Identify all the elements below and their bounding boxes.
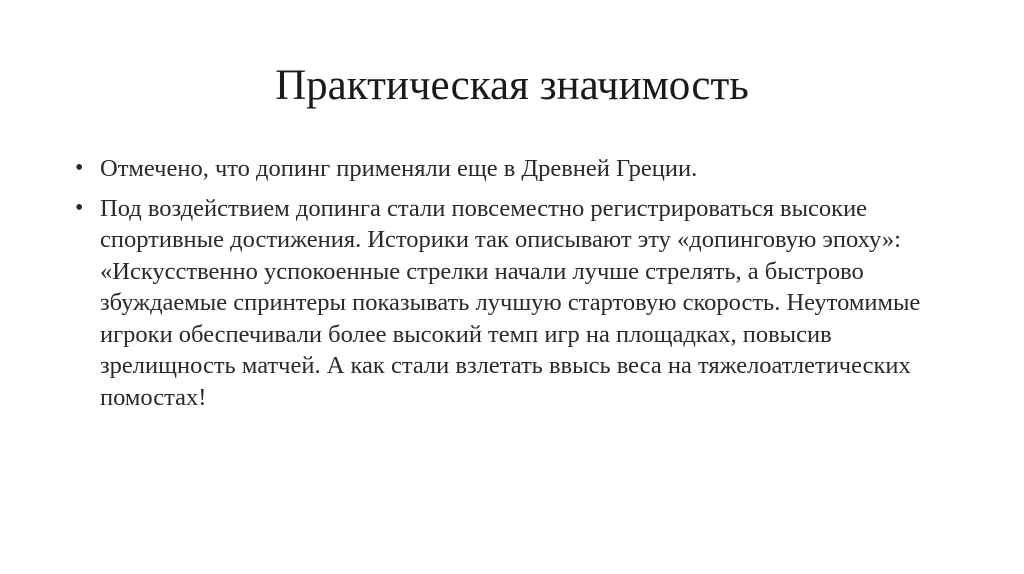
bullet-marker: • — [75, 155, 84, 181]
bullet-text: Отмечено, что допинг применяли еще в Древней Греции. — [100, 155, 698, 182]
bullet-marker: • — [75, 194, 84, 221]
bullet-item-doping-era — [75, 193, 930, 414]
bullet-list — [75, 153, 930, 421]
bullet-item-doping-history — [75, 153, 930, 185]
bullet-text: Под воздействием допинга стали повсеместно регистрироваться высокие спортивные достижения. Историки так описывают эту «допинговую эпоху»: «Искусственно успокоенные стрелки начали лучше стрелять, а быстрово збуждаемые спринтеры показывать лучшую стартовую скорость. Неутомимые игроки обеспечивали более высокий темп игр на площадках, повысив зрелищность матчей. А как стали взлетать ввысь веса на тяжелоатлетических помостах! — [100, 194, 921, 411]
slide-title: Практическая значимость — [275, 62, 749, 109]
